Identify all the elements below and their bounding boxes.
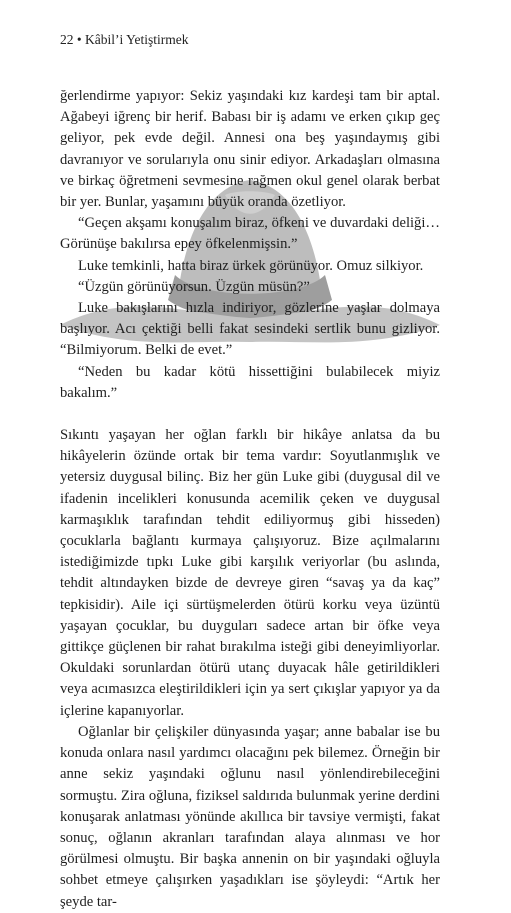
- page-number: 22: [60, 32, 74, 47]
- paragraph-6: “Neden bu kadar kötü hissettiğini bulabilecek miyiz bakalım.”: [60, 363, 440, 401]
- paragraph-3: Luke temkinli, hatta biraz ürkek görünüyor. Omuz silkiyor.: [78, 257, 424, 274]
- paragraph-1: ğerlendirme yapıyor: Sekiz yaşındaki kız kardeşi tam bir aptal. Ağabeyi iğrenç bir herif. Babası bir iş adamı ve erken çıkıp geç geliyor, pek evde değil. Annesi ona beş yaşındaymış gibi davranıyor ve sorularıyla onu sinir ediyor. Arkadaşları olmasına ve birkaç öğretmeni sevmesine rağmen okul genel olarak berbat bir yer. Bunlar, yaşamını büyük oranda özetliyor.: [60, 88, 440, 211]
- body-text: [60, 86, 440, 913]
- running-header: [60, 32, 188, 48]
- paragraph-4: “Üzgün görünüyorsun. Üzgün müsün?”: [78, 278, 310, 295]
- paragraph-5: Luke bakışlarını hızla indiriyor, gözlerine yaşlar dolmaya başlıyor. Acı çektiği belli fakat sesindeki sertlik bunu gizliyor. “Bilmiyorum. Belki de evet.”: [60, 300, 440, 359]
- section-gap: [60, 404, 440, 425]
- paragraph-2: “Geçen akşamı konuşalım biraz, öfkeni ve duvardaki deliği… Görünüşe bakılırsa epey öfkelenmişsin.”: [60, 215, 440, 253]
- book-title: Kâbil’i Yetiştirmek: [84, 32, 189, 47]
- header-bullet: •: [76, 32, 82, 47]
- paragraph-8: Oğlanlar bir çelişkiler dünyasında yaşar; anne babalar ise bu konuda onlara nasıl yardımcı olacağını pek bilemez. Örneğin bir anne sekiz yaşındaki oğlunu nasıl yönlendirebileceğini sormuştu. Zira oğluna, fiziksel saldırıda bulunmak yerine derdini konuşarak anlatması yönünde akıllıca bir tavsiye vermişti, fakat sonuç, oğlanın akranları tarafından alaya alınması ve hor görülmesi olmuştu. Bir başka annenin on bir yaşındaki oğluyla sohbet etmeye çalışırken yaşadıkları ise şöyleydi: “Artık her şeyde tar-: [60, 723, 440, 910]
- paragraph-7: Sıkıntı yaşayan her oğlan farklı bir hikâye anlatsa da bu hikâyelerin özünde ortak bir tema vardır: Soyutlanmışlık ve yetersiz duygusal bilinç. Biz her gün Luke gibi (duygusal dil ve ifadenin incelikleri konusunda acemilik çeken ve duygusal karmaşıklık tarafından tehdit ediliyormuş gibi hisseden) çocuklarla bağlantı kurmaya çalışıyoruz. Bize açılmalarını istediğimizde tıpkı Luke gibi karşılık veriyorlar (bu aslında, tehdit altındayken bizde de devreye giren “savaş ya da kaç” tepkisidir). Aile içi sürtüşmelerden ötürü korku veya üzüntü yaşayan çocuklar, bu duyguları sadece artan bir öfke veya gittikçe güçlenen bir rahat bırakılma isteği gibi deneyimliyorlar. Okuldaki sorunlardan ötürü utanç duyacak hâle getirildikleri veya acımasızca eleştirildikleri için ya sert çıkışlar yapıyor ya da içlerine kapanıyorlar.: [60, 427, 440, 719]
